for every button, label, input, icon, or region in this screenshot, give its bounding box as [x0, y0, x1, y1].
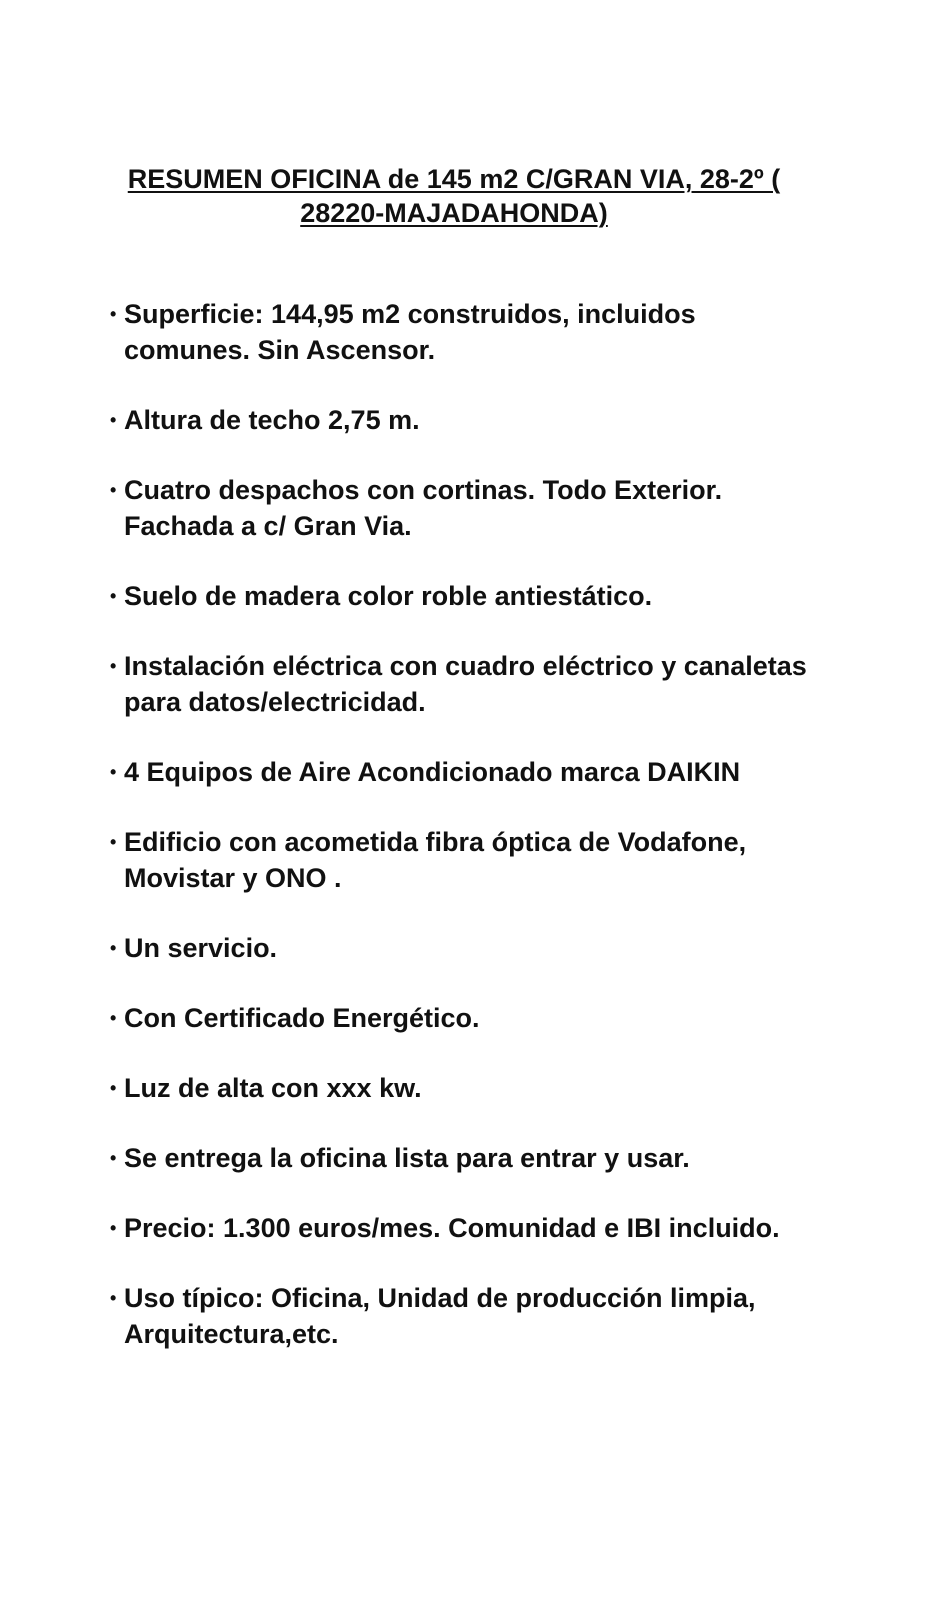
list-item-text: Cuatro despachos con cortinas. Todo Exterior. Fachada a c/ Gran Via. [124, 475, 723, 541]
features-list [108, 296, 828, 1386]
list-item [108, 472, 828, 544]
list-item [108, 402, 828, 438]
bullet-icon: • [110, 1218, 117, 1238]
list-item-text: Instalación eléctrica con cuadro eléctrico y canaletas para datos/electricidad. [124, 651, 807, 717]
list-item [108, 930, 828, 966]
title-line-2: 28220-MAJADAHONDA) [300, 198, 608, 228]
list-item [108, 296, 828, 368]
bullet-icon: • [110, 304, 117, 324]
bullet-icon: • [110, 410, 117, 430]
bullet-icon: • [110, 480, 117, 500]
list-item [108, 648, 828, 720]
list-item [108, 578, 828, 614]
list-item [108, 1210, 828, 1246]
list-item-text: Edificio con acometida fibra óptica de Vodafone, Movistar y ONO . [124, 827, 747, 893]
list-item-text: Precio: 1.300 euros/mes. Comunidad e IBI incluido. [124, 1213, 780, 1243]
bullet-icon: • [110, 656, 117, 676]
list-item [108, 754, 828, 790]
list-item [108, 1000, 828, 1036]
bullet-icon: • [110, 1148, 117, 1168]
list-item [108, 1280, 828, 1352]
list-item-text: Con Certificado Energético. [124, 1003, 480, 1033]
list-item-text: Un servicio. [124, 933, 278, 963]
bullet-icon: • [110, 938, 117, 958]
list-item [108, 824, 828, 896]
list-item-text: Superficie: 144,95 m2 construidos, incluidos comunes. Sin Ascensor. [124, 299, 696, 365]
bullet-icon: • [110, 1078, 117, 1098]
title-line-1: RESUMEN OFICINA de 145 m2 C/GRAN VIA, 28-2º ( [127, 164, 781, 194]
list-item-text: Se entrega la oficina lista para entrar y usar. [124, 1143, 690, 1173]
list-item-text: Uso típico: Oficina, Unidad de producción limpia, Arquitectura,etc. [124, 1283, 756, 1349]
bullet-icon: • [110, 762, 117, 782]
list-item-text: 4 Equipos de Aire Acondicionado marca DAIKIN [124, 757, 741, 787]
bullet-icon: • [110, 1008, 117, 1028]
list-item [108, 1140, 828, 1176]
bullet-icon: • [110, 832, 117, 852]
list-item [108, 1070, 828, 1106]
document-title [96, 162, 812, 230]
list-item-text: Suelo de madera color roble antiestático. [124, 581, 653, 611]
bullet-icon: • [110, 586, 117, 606]
list-item-text: Luz de alta con xxx kw. [124, 1073, 422, 1103]
list-item-text: Altura de techo 2,75 m. [124, 405, 420, 435]
bullet-icon: • [110, 1288, 117, 1308]
